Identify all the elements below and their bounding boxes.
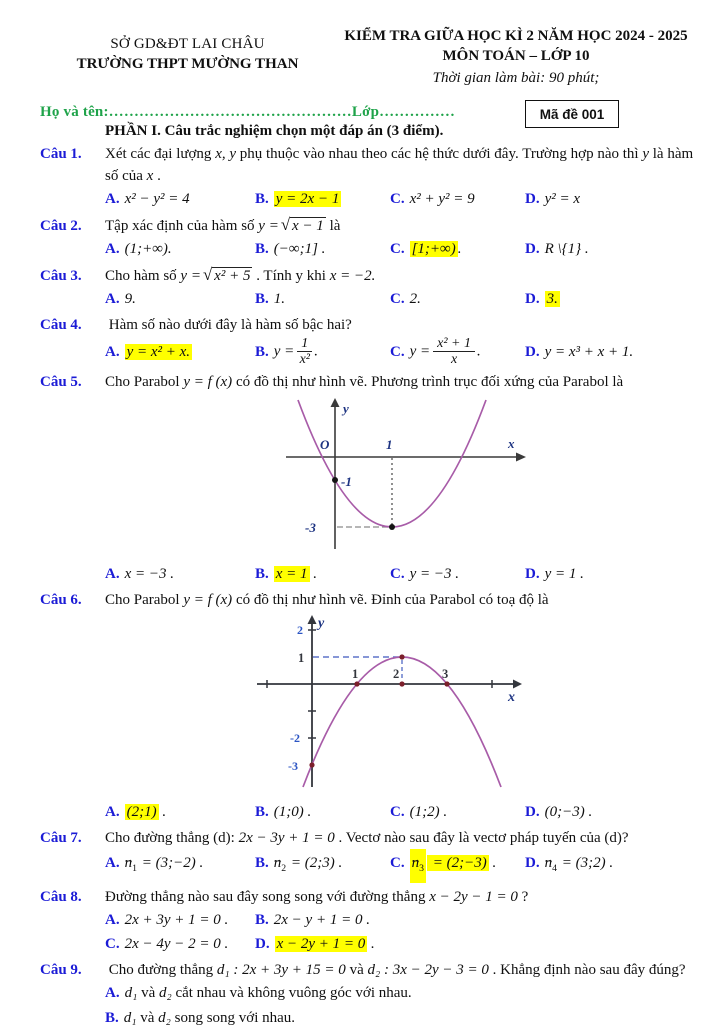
- math-text: 2x − 3y + 1 = 0: [238, 830, 335, 847]
- math-text: 2x + 3y + 1 = 0 .: [124, 912, 229, 929]
- math-text: = (3;2) .: [557, 855, 614, 872]
- option-D: [525, 237, 697, 261]
- option-B: [255, 562, 390, 586]
- options-row: [105, 849, 697, 883]
- plain-text: Hàm số nào dưới đây là hàm số bậc hai?: [105, 317, 352, 333]
- option-letter: A.: [105, 804, 120, 821]
- math-text: 1.: [273, 291, 286, 307]
- option-A: [105, 849, 255, 883]
- option-letter: A.: [105, 855, 120, 872]
- header-school-block: [40, 26, 335, 88]
- option-B: [255, 800, 390, 824]
- math-text: .: [158, 804, 167, 821]
- math-text: d₂ : 3x − 2y − 3 = 0: [367, 962, 489, 979]
- option-D: [525, 800, 697, 824]
- question-stem: [105, 962, 686, 978]
- exam-title: KIỂM TRA GIỮA HỌC KÌ 2 NĂM HỌC 2024 - 2025: [344, 28, 688, 44]
- option-letter: B.: [255, 343, 269, 360]
- parabola-graph-q5: [280, 397, 697, 560]
- question-stem: [105, 374, 623, 390]
- question-8: [40, 886, 697, 956]
- y1-tick-label: 1: [298, 651, 305, 666]
- vector-expr: [274, 849, 286, 883]
- option-letter: D.: [525, 855, 540, 872]
- sqrt-radicand: x − 1: [292, 218, 324, 234]
- y-axis-label: y: [343, 401, 349, 417]
- math-text: = (2;3) .: [287, 855, 343, 872]
- math-text: = (2;−3): [428, 855, 487, 872]
- option-D: [525, 849, 697, 883]
- option-A: [105, 187, 255, 211]
- question-number: Câu 4.: [40, 317, 82, 333]
- math-text: y = x² + x.: [126, 344, 191, 361]
- math-text: .: [488, 855, 497, 872]
- y-axis-arrow-icon: [331, 398, 340, 407]
- math-text: y =: [180, 268, 201, 284]
- y-axis-label: y: [318, 616, 325, 632]
- option-letter: B.: [105, 1010, 119, 1027]
- root-point-1: [354, 682, 359, 687]
- x-axis-arrow-icon: [513, 680, 522, 689]
- x2-tick-label: 2: [393, 667, 400, 682]
- math-text: 9.: [124, 291, 136, 307]
- option-D: [525, 562, 697, 586]
- option-C: [390, 336, 525, 368]
- option-A: [105, 908, 255, 932]
- vector-subscript: 1: [132, 863, 137, 875]
- sqrt-sign-icon: √: [280, 215, 291, 234]
- math-text: x = 1: [275, 566, 308, 583]
- option-letter: B.: [255, 855, 269, 872]
- header: [40, 26, 697, 88]
- fraction-numerator: x² + 1: [433, 336, 475, 352]
- vector-subscript: 3: [419, 863, 424, 875]
- option-letter: B.: [255, 241, 269, 257]
- question-stem: [105, 889, 528, 905]
- question-number: Câu 6.: [40, 592, 82, 609]
- options-row: [105, 187, 697, 211]
- math-text: d₁ : 2x + 3y + 15 = 0: [216, 962, 346, 979]
- school-name: TRƯỜNG THPT MƯỜNG THAN: [76, 56, 299, 72]
- plain-text: Cho Parabol: [105, 374, 184, 391]
- math-text: y = 2x − 1: [275, 191, 340, 207]
- option-letter: C.: [390, 241, 405, 257]
- math-text: (−∞;1] .: [273, 241, 326, 257]
- plain-text: Tập xác định của hàm số: [105, 218, 259, 234]
- question-number: Câu 9.: [40, 962, 82, 979]
- root-point-3: [444, 682, 449, 687]
- math-text: .: [309, 566, 318, 583]
- plain-text: song song với nhau.: [170, 1010, 296, 1027]
- sqrt-expr: [280, 215, 326, 234]
- option-letter: A.: [105, 344, 120, 361]
- math-text: d₂: [158, 985, 172, 1002]
- vector-letter: → n: [412, 855, 420, 871]
- math-text: d₁: [123, 1010, 137, 1027]
- x-axis-label: x: [508, 690, 515, 706]
- question-number: Câu 7.: [40, 830, 82, 847]
- plain-text: và: [345, 962, 368, 979]
- question-stem: [105, 317, 352, 333]
- math-text: y = −3 .: [409, 566, 459, 583]
- math-text: d₂: [158, 1010, 171, 1027]
- question-number: Câu 2.: [40, 218, 82, 234]
- math-text: [1;+∞): [411, 241, 456, 257]
- option-D: [525, 340, 697, 364]
- y2-tick-label: 2: [297, 623, 303, 638]
- math-text: y = x³ + x + 1.: [544, 344, 634, 361]
- plain-text: Cho hàm số: [105, 268, 181, 284]
- math-text: .: [476, 343, 481, 360]
- sqrt-sign-icon: √: [202, 265, 213, 284]
- vector-expr: [410, 849, 426, 883]
- math-text: y =: [258, 218, 279, 234]
- math-text: 2x − 4y − 2 = 0 .: [124, 936, 229, 953]
- question-2: [40, 214, 697, 261]
- math-text: x: [146, 168, 154, 184]
- option-letter: C.: [390, 291, 405, 307]
- option-letter: C.: [390, 566, 405, 583]
- math-text: x, y: [215, 146, 237, 162]
- math-text: .: [314, 343, 319, 360]
- question-stem: [105, 265, 376, 284]
- option-A: [105, 237, 255, 261]
- vertex-point: [389, 524, 395, 530]
- option-C: [390, 287, 525, 311]
- option-letter: B.: [255, 191, 269, 207]
- plain-text: Cho đường thẳng (d):: [105, 830, 239, 847]
- option-B: [105, 1006, 697, 1031]
- math-text: x² + y² = 9: [409, 191, 475, 207]
- origin-label: O: [320, 437, 330, 453]
- options-row: [105, 287, 697, 311]
- plain-text: phụ thuộc vào nhau theo các hệ thức dưới đây. Trường hợp nào thì: [236, 146, 643, 162]
- plain-text: Cho Parabol: [105, 592, 184, 609]
- question-9: [40, 959, 697, 1031]
- minus-one-label: -1: [341, 474, 352, 490]
- question-6: [40, 589, 697, 824]
- option-letter: D.: [525, 566, 540, 583]
- plain-text: Đường thẳng nào sau đây song song với đường thẳng: [105, 889, 430, 906]
- math-text: .: [367, 936, 375, 953]
- math-text: x² − y² = 4: [124, 191, 190, 207]
- math-text: y = f (x): [183, 592, 233, 609]
- ym3-tick-label: -3: [288, 759, 298, 774]
- option-A: [105, 562, 255, 586]
- y-intercept-point: [309, 763, 314, 768]
- options-row: [105, 237, 697, 261]
- vector-subscript: 2: [281, 863, 287, 875]
- minus-three-label: -3: [305, 520, 316, 536]
- plain-text: là hàm số của: [105, 146, 694, 184]
- option-D: [255, 932, 445, 956]
- x3-tick-label: 3: [442, 667, 449, 682]
- math-text: (0;−3) .: [544, 804, 593, 821]
- fraction-expr: [433, 336, 475, 367]
- math-text: (1;2) .: [409, 804, 448, 821]
- math-text: y =: [409, 343, 431, 360]
- option-A: [105, 981, 697, 1006]
- plain-text: Xét các đại lượng: [105, 146, 216, 162]
- vector-subscript: 4: [552, 863, 557, 875]
- y-intercept-point: [332, 477, 338, 483]
- option-letter: D.: [525, 344, 540, 361]
- math-text: x = −3 .: [124, 566, 174, 583]
- fraction-numerator: 1: [297, 336, 312, 352]
- option-B: [255, 908, 445, 932]
- math-text: d₁: [124, 985, 138, 1002]
- option-letter: C.: [390, 343, 405, 360]
- plain-text: có đồ thị như hình vẽ. Đỉnh của Parabol có toạ độ là: [232, 592, 549, 609]
- x1-label: 1: [386, 437, 393, 453]
- math-text: y = 1 .: [544, 566, 584, 583]
- exam-code-box: Mã đề 001: [525, 100, 619, 128]
- question-number: Câu 1.: [40, 146, 82, 162]
- option-C: [390, 800, 525, 824]
- math-text: y: [642, 146, 649, 162]
- math-text: (2;1): [126, 804, 157, 821]
- option-D: [525, 287, 697, 311]
- plain-text: . Tính y khi: [252, 268, 330, 284]
- option-letter: A.: [105, 985, 120, 1002]
- student-name-line: Họ và tên:…………………………………………Lớp……………: [40, 104, 456, 120]
- option-letter: A.: [105, 566, 120, 583]
- option-letter: D.: [525, 291, 540, 307]
- question-1: [40, 143, 697, 211]
- option-letter: C.: [390, 855, 405, 872]
- math-text: (1;0) .: [273, 804, 312, 821]
- math-text: = (3;−2) .: [137, 855, 204, 872]
- vector-letter: → n: [274, 855, 282, 871]
- option-letter: A.: [105, 241, 120, 257]
- plain-text: là: [325, 218, 341, 234]
- plain-text: cắt nhau và không vuông góc với nhau.: [171, 985, 412, 1002]
- plain-text: có đồ thị như hình vẽ. Phương trình trục đối xứng của Parabol là: [232, 374, 624, 391]
- option-letter: B.: [255, 912, 269, 929]
- x-axis-label: x: [508, 436, 515, 452]
- math-text: 2x − y + 1 = 0 .: [273, 912, 370, 929]
- plain-text: . Khẳng định nào sau đây đúng?: [488, 962, 686, 979]
- x-axis-arrow-icon: [516, 453, 526, 462]
- math-text: y = f (x): [183, 374, 233, 391]
- option-letter: D.: [525, 241, 540, 257]
- option-letter: C.: [105, 936, 120, 953]
- option-letter: D.: [255, 936, 270, 953]
- option-A: [105, 800, 255, 824]
- vertex-point: [399, 655, 404, 660]
- sqrt-expr: [202, 265, 253, 284]
- option-letter: A.: [105, 912, 120, 929]
- question-4: [40, 314, 697, 368]
- vector-expr: [125, 849, 137, 883]
- ym2-tick-label: -2: [290, 731, 300, 746]
- option-letter: C.: [390, 804, 405, 821]
- option-C: [390, 187, 525, 211]
- math-text: (1;+∞).: [124, 241, 172, 257]
- option-B: [255, 287, 390, 311]
- math-text: 3.: [546, 291, 558, 307]
- option-letter: A.: [105, 191, 120, 207]
- y-axis-arrow-icon: [308, 615, 317, 624]
- exam-subject: MÔN TOÁN – LỚP 10: [442, 48, 590, 64]
- plain-text: Cho đường thẳng: [105, 962, 217, 979]
- plain-text: và: [137, 985, 159, 1002]
- option-D: [525, 187, 697, 211]
- question-stem: [105, 592, 549, 608]
- part-title: PHẦN I. Câu trắc nghiệm chọn một đáp án (3 điểm).: [105, 123, 444, 139]
- option-B: [255, 336, 390, 368]
- option-letter: D.: [525, 804, 540, 821]
- header-exam-block: [335, 26, 697, 88]
- question-number: Câu 8.: [40, 889, 82, 906]
- math-text: y =: [273, 343, 295, 360]
- question-stem: [105, 215, 341, 234]
- option-C: [390, 237, 525, 261]
- question-3: [40, 264, 697, 311]
- options-row: [105, 336, 697, 368]
- math-text: 2.: [409, 291, 421, 307]
- math-text: x − 2y − 1 = 0: [429, 889, 518, 906]
- options-row: [105, 562, 697, 586]
- plain-text: .: [153, 168, 161, 184]
- plain-text: và: [136, 1010, 159, 1027]
- option-letter: B.: [255, 291, 269, 307]
- option-B: [255, 237, 390, 261]
- math-text: x − 2y + 1 = 0: [276, 936, 366, 953]
- options-grid: [105, 908, 445, 956]
- vector-letter: → n: [545, 855, 553, 871]
- fraction-denominator: x²: [299, 352, 310, 368]
- option-A: [105, 287, 255, 311]
- question-stem: [105, 146, 693, 184]
- option-C: [105, 932, 255, 956]
- math-text: R \{1} .: [544, 241, 589, 257]
- x1-tick-label: 1: [352, 667, 359, 682]
- fraction-denominator: x: [450, 352, 458, 368]
- question-number: Câu 5.: [40, 374, 82, 391]
- math-text: y² = x: [544, 191, 581, 207]
- sqrt-radicand: x² + 5: [214, 268, 251, 284]
- vector-letter: → n: [125, 855, 133, 871]
- option-C: [390, 849, 525, 883]
- plain-text: . Vectơ nào sau đây là vectơ pháp tuyến của (d)?: [334, 830, 629, 847]
- math-text: .: [457, 241, 462, 257]
- option-A: [105, 340, 255, 364]
- option-B: [255, 849, 390, 883]
- exam-duration: Thời gian làm bài: 90 phút;: [432, 70, 600, 86]
- option-letter: D.: [525, 191, 540, 207]
- option-letter: B.: [255, 804, 269, 821]
- axis-point-2: [399, 682, 404, 687]
- option-letter: C.: [390, 191, 405, 207]
- options-row: [105, 800, 697, 824]
- option-letter: B.: [255, 566, 269, 583]
- question-stem: [105, 830, 629, 846]
- option-letter: A.: [105, 291, 120, 307]
- question-number: Câu 3.: [40, 268, 82, 284]
- option-C: [390, 562, 525, 586]
- vector-expr: [545, 849, 557, 883]
- math-text: x = −2.: [329, 268, 376, 284]
- department-name: SỞ GD&ĐT LAI CHÂU: [110, 36, 265, 52]
- plain-text: ?: [517, 889, 529, 906]
- fraction-expr: [297, 336, 312, 367]
- parabola-graph-q6: [252, 615, 697, 798]
- question-7: [40, 827, 697, 883]
- option-B: [255, 187, 390, 211]
- question-5: [40, 371, 697, 586]
